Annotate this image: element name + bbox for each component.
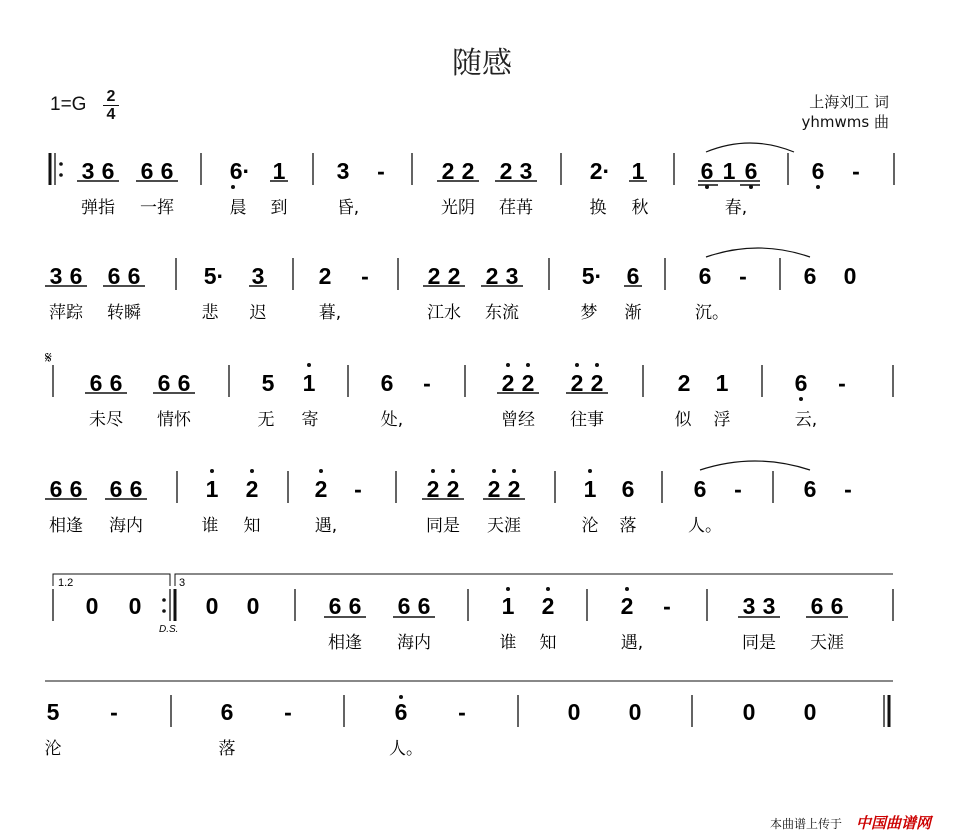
note: 6 <box>803 263 817 289</box>
volta-3-label: 3 <box>179 577 186 589</box>
note: 5 <box>261 370 275 396</box>
note: 1 <box>715 370 729 396</box>
notes-row-4 <box>50 476 852 502</box>
lyric: 人。 <box>688 516 722 536</box>
note: 1 <box>722 158 736 184</box>
lyrics-row-6 <box>45 739 424 759</box>
note: 2 <box>245 476 259 502</box>
note: 6 <box>220 699 234 725</box>
note: 6 <box>380 370 394 396</box>
site-logo: 中国曲谱网 <box>856 814 932 832</box>
lyric: 沦 <box>581 516 599 536</box>
lyrics-row-4 <box>49 516 722 536</box>
song-title: 随感 <box>452 46 512 81</box>
note: 1 <box>205 476 219 502</box>
note: 2 <box>461 158 475 184</box>
note: 6 <box>69 476 83 502</box>
note: 6 <box>803 476 817 502</box>
note: - <box>734 476 742 502</box>
note: 6· <box>229 158 251 184</box>
note: 5· <box>581 263 603 289</box>
note: 6 <box>744 158 758 184</box>
note: 2 <box>521 370 535 396</box>
note: 2 <box>426 476 440 502</box>
note: - <box>110 699 118 725</box>
note: 6 <box>794 370 808 396</box>
note: 2 <box>314 476 328 502</box>
note: 2 <box>507 476 521 502</box>
lyric: 海内 <box>397 633 431 653</box>
note: 2 <box>427 263 441 289</box>
note: 2 <box>501 370 515 396</box>
note: - <box>284 699 292 725</box>
note: 6 <box>109 476 123 502</box>
note: - <box>852 158 860 184</box>
time-signature-bottom: 4 <box>106 106 116 123</box>
note: 6 <box>89 370 103 396</box>
note: 1 <box>583 476 597 502</box>
beams <box>45 181 848 617</box>
note: 6 <box>698 263 712 289</box>
volta-1-2-label: 1.2 <box>58 577 74 589</box>
note: - <box>739 263 747 289</box>
lyric: 天涯 <box>810 633 844 653</box>
lyric: 转瞬 <box>107 303 141 323</box>
note: 3 <box>81 158 95 184</box>
composer-credit: yhmwms 曲 <box>801 113 889 131</box>
note: 6 <box>328 593 342 619</box>
note: 1 <box>272 158 286 184</box>
note: 3 <box>519 158 533 184</box>
note: 2 <box>446 476 460 502</box>
lyric: 荏苒 <box>499 198 533 218</box>
note: 2 <box>447 263 461 289</box>
note: 2· <box>589 158 611 184</box>
note: 2 <box>487 476 501 502</box>
note: 6 <box>810 593 824 619</box>
lyric: 迟 <box>249 303 267 323</box>
note: - <box>423 370 431 396</box>
lyric: 知 <box>243 516 261 536</box>
note: - <box>354 476 362 502</box>
note: 6 <box>626 263 640 289</box>
lyric: 晨 <box>229 198 247 218</box>
note: 3 <box>49 263 63 289</box>
lyric: 沉。 <box>695 303 729 323</box>
segno-sign: 𝄋 <box>45 350 52 367</box>
lyric: 弹指 <box>81 198 115 218</box>
note: - <box>377 158 385 184</box>
note: 5 <box>46 699 60 725</box>
ds-mark: D.S. <box>159 624 179 635</box>
note: 0 <box>843 263 857 289</box>
note: 3 <box>742 593 756 619</box>
lyrics-row-3 <box>89 409 817 430</box>
note: 0 <box>85 593 99 619</box>
notes-row-3 <box>90 370 846 396</box>
lyric: 昏, <box>336 198 360 218</box>
note: 6 <box>69 263 83 289</box>
note: 3 <box>336 158 350 184</box>
lyric: 江水 <box>427 303 461 323</box>
note: 1 <box>631 158 645 184</box>
note: - <box>844 476 852 502</box>
lyric: 相逢 <box>328 633 362 653</box>
note: 3 <box>251 263 265 289</box>
lyric: 谁 <box>499 633 517 653</box>
note: - <box>838 370 846 396</box>
lyric: 海内 <box>109 516 143 536</box>
note: 6 <box>157 370 171 396</box>
footer-upload-text: 本曲谱上传于 <box>770 817 843 831</box>
lyrics-row-1 <box>81 197 747 218</box>
lyric: 相逢 <box>49 516 83 536</box>
note: 6 <box>621 476 635 502</box>
note: 6 <box>129 476 143 502</box>
note: 2 <box>485 263 499 289</box>
lyric: 浮 <box>713 410 731 430</box>
note: 6 <box>394 699 408 725</box>
note: 5· <box>203 263 225 289</box>
lyric: 人。 <box>389 739 423 759</box>
note: 6 <box>417 593 431 619</box>
note: 2 <box>318 263 332 289</box>
note: 3 <box>762 593 776 619</box>
lyric: 曾经 <box>501 410 535 430</box>
note: 6 <box>49 476 63 502</box>
lyric: 东流 <box>485 303 519 323</box>
lyric: 渐 <box>624 303 642 323</box>
note: 6 <box>348 593 362 619</box>
note: 6 <box>140 158 154 184</box>
note: 2 <box>620 593 634 619</box>
notes-row-5 <box>86 593 844 619</box>
lyric: 沦 <box>44 739 62 759</box>
note: 6 <box>177 370 191 396</box>
lyrics-row-2 <box>49 302 729 323</box>
note: 2 <box>570 370 584 396</box>
note: 0 <box>567 699 581 725</box>
lyric: 同是 <box>426 516 460 536</box>
lyric: 落 <box>218 739 236 759</box>
note: 6 <box>700 158 714 184</box>
lyric: 光阴 <box>441 198 475 218</box>
note: 0 <box>742 699 756 725</box>
note: - <box>458 699 466 725</box>
notes-row-6 <box>47 699 817 725</box>
note: 0 <box>205 593 219 619</box>
note: 6 <box>397 593 411 619</box>
note: 6 <box>109 370 123 396</box>
lyric: 暮, <box>318 303 342 323</box>
note: 6 <box>693 476 707 502</box>
lyric: 无 <box>257 410 275 430</box>
note: 6 <box>127 263 141 289</box>
lyric: 梦 <box>580 303 598 323</box>
note: 6 <box>101 158 115 184</box>
lyric: 落 <box>619 516 637 536</box>
lyric: 秋 <box>631 198 649 218</box>
notes-row-1 <box>82 158 860 184</box>
lyric: 云, <box>794 410 818 430</box>
lyricist-credit: 上海刘工 词 <box>809 93 889 111</box>
note: 2 <box>677 370 691 396</box>
note: - <box>361 263 369 289</box>
note: 1 <box>302 370 316 396</box>
lyric: 遇, <box>314 516 338 536</box>
lyric: 谁 <box>201 516 219 536</box>
note: 0 <box>803 699 817 725</box>
note: 2 <box>541 593 555 619</box>
note: - <box>663 593 671 619</box>
lyric: 知 <box>539 633 557 653</box>
note: 6 <box>107 263 121 289</box>
lyric: 悲 <box>201 303 219 323</box>
key-signature: 1=G <box>50 94 87 115</box>
lyric: 春, <box>724 198 748 218</box>
lyric: 往事 <box>570 410 604 430</box>
lyric: 处, <box>380 410 404 430</box>
note: 2 <box>499 158 513 184</box>
note: 2 <box>441 158 455 184</box>
note: 3 <box>505 263 519 289</box>
note: 0 <box>128 593 142 619</box>
lyric: 一挥 <box>140 198 174 218</box>
note: 6 <box>160 158 174 184</box>
notes-row-2 <box>50 263 857 289</box>
lyric: 似 <box>674 410 692 430</box>
lyrics-row-5 <box>328 633 844 653</box>
lyric: 寄 <box>301 410 319 430</box>
lyric: 未尽 <box>89 410 123 430</box>
note: 0 <box>628 699 642 725</box>
lyric: 天涯 <box>487 516 521 536</box>
time-signature-top: 2 <box>106 88 116 105</box>
lyric: 萍踪 <box>49 303 83 323</box>
note: 0 <box>246 593 260 619</box>
lyric: 到 <box>270 198 288 218</box>
note: 1 <box>501 593 515 619</box>
note: 6 <box>811 158 825 184</box>
lyric: 情怀 <box>157 410 191 430</box>
lyric: 同是 <box>742 633 776 653</box>
note: 6 <box>830 593 844 619</box>
lyric: 遇, <box>620 633 644 653</box>
lyric: 换 <box>589 198 607 218</box>
note: 2 <box>590 370 604 396</box>
